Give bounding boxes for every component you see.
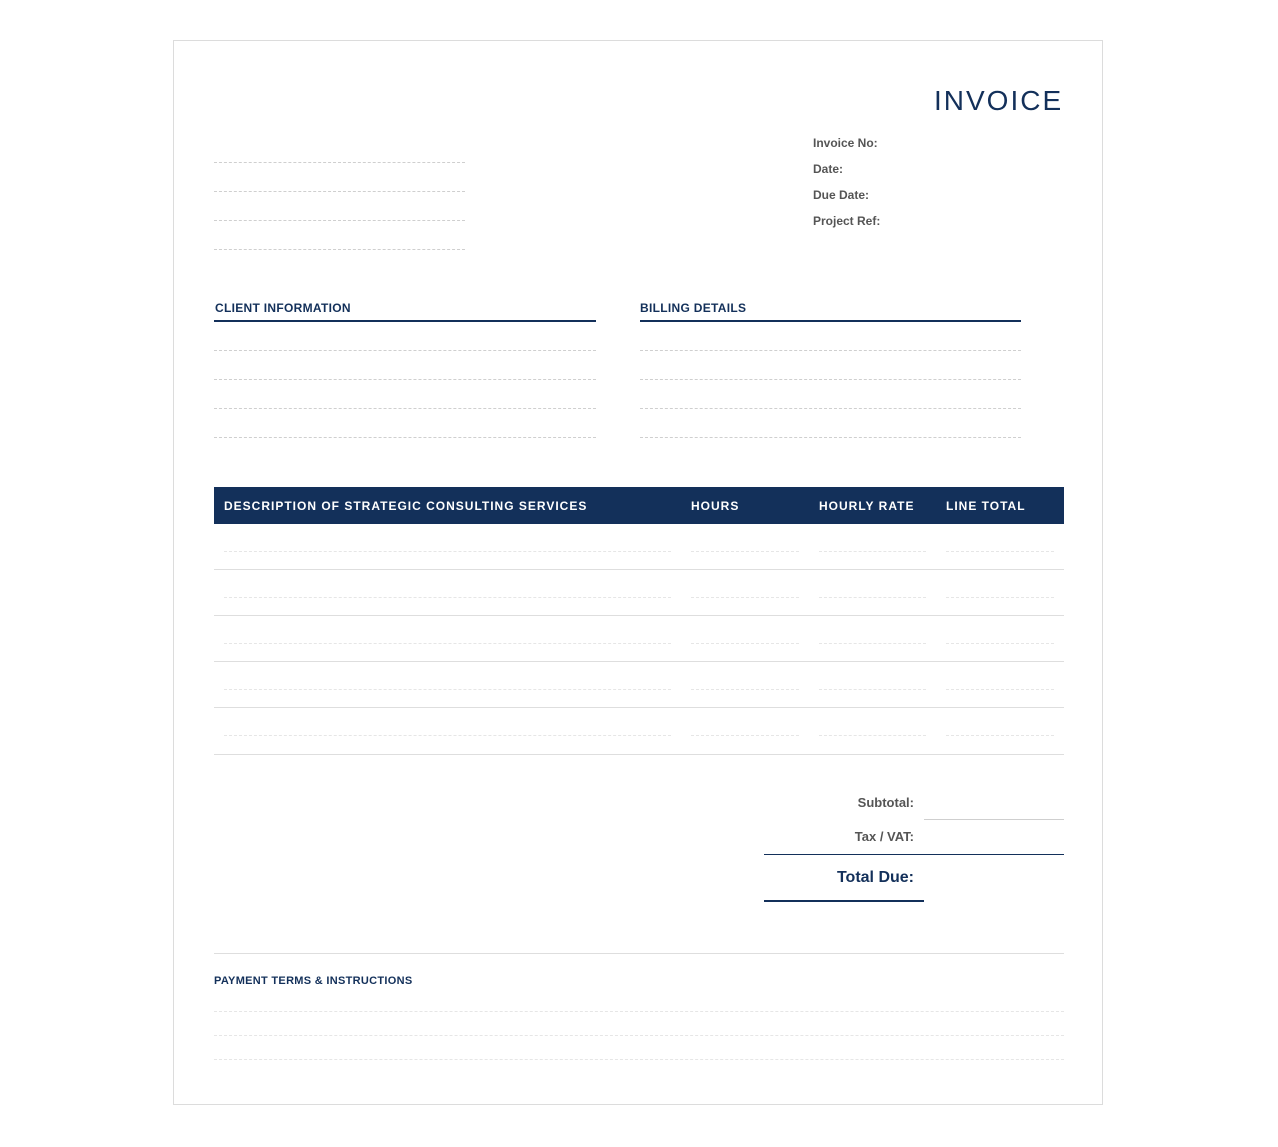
hours-cell[interactable] xyxy=(691,597,799,598)
hours-column-header: HOURS xyxy=(691,499,740,513)
payment-section-divider xyxy=(214,953,1064,954)
description-cell[interactable] xyxy=(224,689,671,690)
line-total-cell[interactable] xyxy=(946,643,1054,644)
table-row xyxy=(214,616,1064,662)
hourly-rate-column-header: HOURLY RATE xyxy=(819,499,915,513)
subtotal-label: Subtotal: xyxy=(857,795,914,810)
description-cell[interactable] xyxy=(224,597,671,598)
due-date-label: Due Date: xyxy=(813,188,870,202)
hourly-rate-cell[interactable] xyxy=(819,551,926,552)
invoice-title: INVOICE xyxy=(934,85,1064,116)
table-row xyxy=(214,524,1064,570)
tax-vat-label: Tax / VAT: xyxy=(854,829,914,844)
billing-details-heading: BILLING DETAILS xyxy=(640,301,747,315)
billing-line-1[interactable] xyxy=(640,350,1021,351)
description-cell[interactable] xyxy=(224,735,671,736)
client-line-4[interactable] xyxy=(214,437,596,438)
line-total-cell[interactable] xyxy=(946,551,1054,552)
hours-cell[interactable] xyxy=(691,735,799,736)
company-line-1[interactable] xyxy=(214,162,465,163)
table-row xyxy=(214,570,1064,616)
hours-cell[interactable] xyxy=(691,689,799,690)
line-total-cell[interactable] xyxy=(946,689,1054,690)
company-line-4[interactable] xyxy=(214,249,465,250)
client-line-2[interactable] xyxy=(214,379,596,380)
client-line-1[interactable] xyxy=(214,350,596,351)
table-row xyxy=(214,708,1064,755)
total-due-label: Total Due: xyxy=(836,869,914,886)
payment-line-3[interactable] xyxy=(214,1059,1064,1060)
billing-line-2[interactable] xyxy=(640,379,1021,380)
billing-line-4[interactable] xyxy=(640,437,1021,438)
hours-cell[interactable] xyxy=(691,643,799,644)
invoice-sheet xyxy=(173,40,1103,1105)
client-information-heading: CLIENT INFORMATION xyxy=(215,301,351,315)
company-line-2[interactable] xyxy=(214,191,465,192)
description-cell[interactable] xyxy=(224,551,671,552)
date-label: Date: xyxy=(813,162,844,176)
subtotal-value-field[interactable] xyxy=(924,819,1064,820)
table-row xyxy=(214,662,1064,708)
hourly-rate-cell[interactable] xyxy=(819,643,926,644)
client-line-3[interactable] xyxy=(214,408,596,409)
client-heading-rule xyxy=(214,320,596,322)
line-total-column-header: LINE TOTAL xyxy=(946,499,1026,513)
description-column-header: DESCRIPTION OF STRATEGIC CONSULTING SERVICES xyxy=(224,499,588,513)
hourly-rate-cell[interactable] xyxy=(819,689,926,690)
hourly-rate-cell[interactable] xyxy=(819,735,926,736)
hourly-rate-cell[interactable] xyxy=(819,597,926,598)
total-due-rule xyxy=(764,900,924,902)
services-table-header xyxy=(214,487,1064,524)
billing-line-3[interactable] xyxy=(640,408,1021,409)
billing-heading-rule xyxy=(640,320,1021,322)
totals-divider xyxy=(764,854,1064,855)
payment-line-2[interactable] xyxy=(214,1035,1064,1036)
description-cell[interactable] xyxy=(224,643,671,644)
invoice-no-label: Invoice No: xyxy=(813,136,878,150)
hours-cell[interactable] xyxy=(691,551,799,552)
payment-line-1[interactable] xyxy=(214,1011,1064,1012)
line-total-cell[interactable] xyxy=(946,597,1054,598)
project-ref-label: Project Ref: xyxy=(813,214,881,228)
payment-terms-heading: PAYMENT TERMS & INSTRUCTIONS xyxy=(214,975,413,987)
row-divider xyxy=(214,754,1064,755)
company-line-3[interactable] xyxy=(214,220,465,221)
line-total-cell[interactable] xyxy=(946,735,1054,736)
